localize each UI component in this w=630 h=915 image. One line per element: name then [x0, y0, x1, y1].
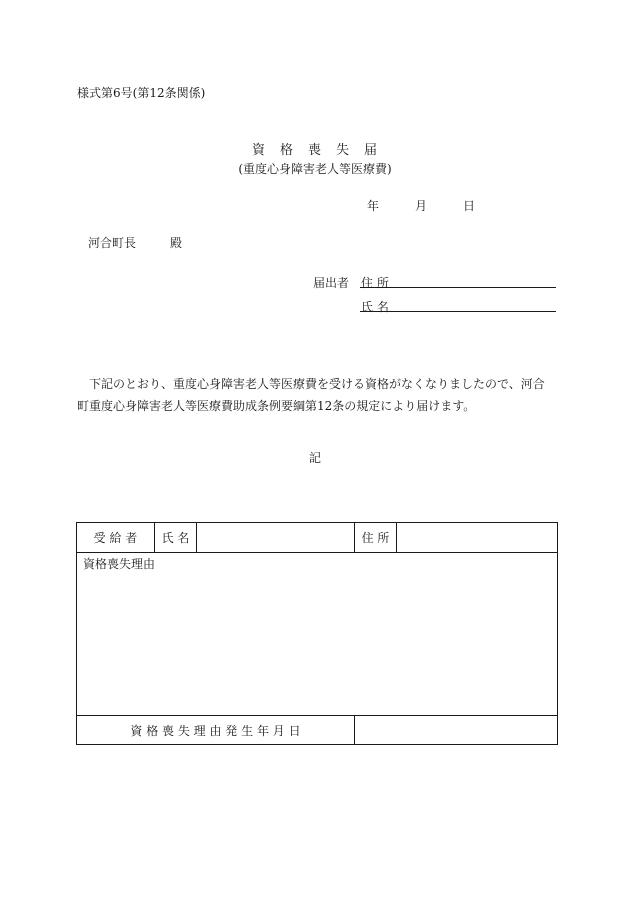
ki-heading: 記: [308, 451, 321, 465]
body-text-content: 下記のとおり、重度心身障害老人等医療費を受ける資格がなくなりましたので、河合町重度心身障害老人等医療費助成条例要綱第12条の規定により届けます。: [77, 377, 545, 413]
recipient-name-field[interactable]: [197, 523, 355, 553]
document-title: 資 格 喪 失 届: [251, 143, 378, 158]
date-day-label: 日: [463, 199, 476, 213]
reason-field[interactable]: [77, 553, 558, 716]
document-subtitle: (重度心身障害老人等医療費): [238, 162, 392, 176]
recipient-address-label: 住 所: [355, 523, 397, 553]
applicant-name-label: 氏 名: [361, 300, 389, 314]
body-text: [77, 373, 555, 417]
form-number: 様式第6号(第12条関係): [77, 86, 206, 100]
recipient-name-label: 氏 名: [155, 523, 197, 553]
reason-row: [77, 553, 558, 716]
date-month-label: 月: [415, 199, 428, 213]
reason-date-field[interactable]: [355, 716, 558, 745]
applicant-address-label: 住 所: [361, 276, 389, 290]
reason-label: 資格喪失理由: [83, 557, 156, 571]
applicant-address-line[interactable]: [360, 287, 556, 288]
recipient-address-field[interactable]: [397, 523, 558, 553]
record-table: [76, 522, 558, 745]
addressee-name: 河合町長: [88, 236, 137, 250]
addressee-honorific: 殿: [170, 236, 183, 250]
reason-date-label: 資 格 喪 失 理 由 発 生 年 月 日: [77, 716, 355, 745]
recipient-row: [77, 523, 558, 553]
date-year-label: 年: [367, 199, 380, 213]
applicant-label: 届出者: [313, 276, 350, 290]
recipient-label: 受 給 者: [77, 523, 155, 553]
date-row: [77, 716, 558, 745]
applicant-name-line[interactable]: [360, 311, 556, 312]
